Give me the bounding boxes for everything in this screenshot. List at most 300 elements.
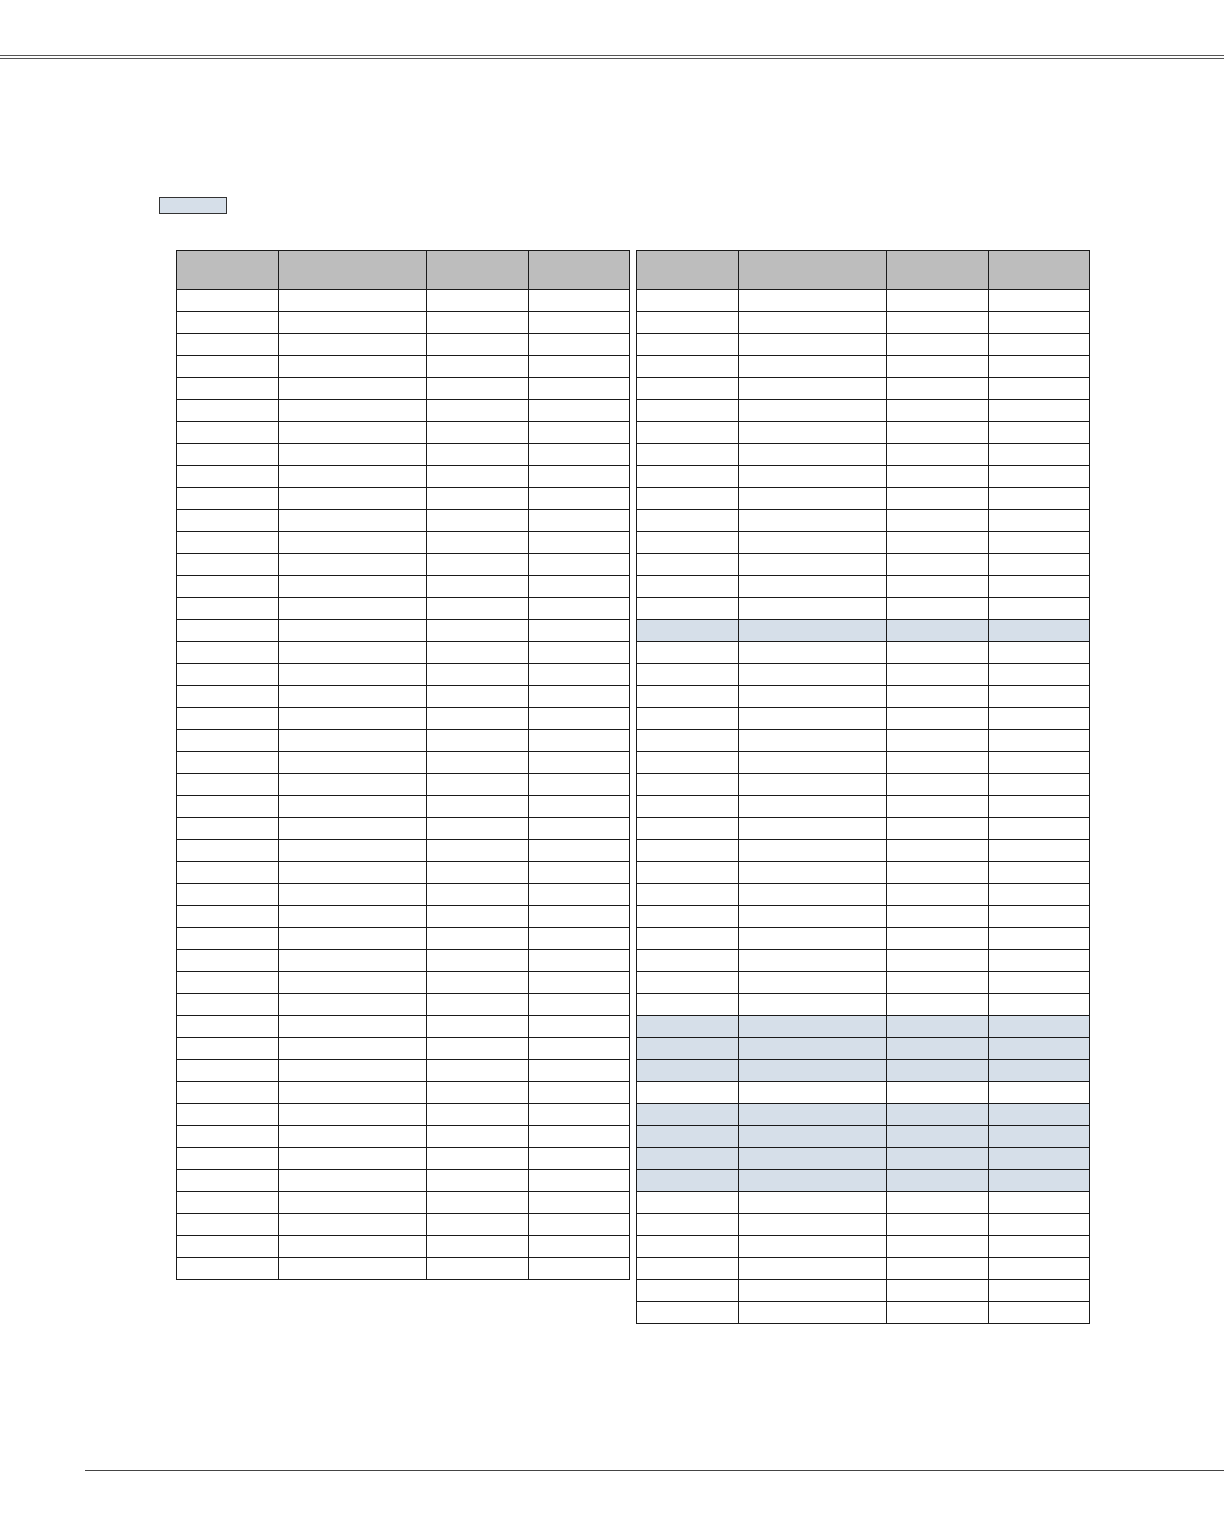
table-row xyxy=(637,642,1090,664)
table-row xyxy=(177,510,630,532)
table-cell xyxy=(989,620,1090,642)
table-row xyxy=(177,400,630,422)
table-cell xyxy=(529,444,630,466)
table-cell xyxy=(529,334,630,356)
table-cell xyxy=(279,840,427,862)
table-cell xyxy=(637,862,739,884)
table-cell xyxy=(989,950,1090,972)
table-cell xyxy=(989,488,1090,510)
table-cell xyxy=(989,378,1090,400)
table-row xyxy=(637,1192,1090,1214)
table-cell xyxy=(637,1126,739,1148)
table-cell xyxy=(177,994,279,1016)
table-row xyxy=(637,1148,1090,1170)
table-cell xyxy=(637,950,739,972)
table-row xyxy=(177,686,630,708)
table-row xyxy=(637,818,1090,840)
table-cell xyxy=(177,576,279,598)
table-cell xyxy=(177,862,279,884)
table-cell xyxy=(739,290,887,312)
table-cell xyxy=(739,1236,887,1258)
table-cell xyxy=(177,1104,279,1126)
table-cell xyxy=(279,994,427,1016)
table-row xyxy=(637,994,1090,1016)
table-cell xyxy=(529,708,630,730)
table-row xyxy=(177,796,630,818)
table-cell xyxy=(739,576,887,598)
table-cell xyxy=(529,730,630,752)
legend-highlight-swatch xyxy=(159,197,227,214)
table-cell xyxy=(887,796,989,818)
table-cell xyxy=(989,642,1090,664)
table-cell xyxy=(177,1126,279,1148)
table-cell xyxy=(887,356,989,378)
table-cell xyxy=(637,818,739,840)
table-cell xyxy=(887,664,989,686)
table-cell xyxy=(529,356,630,378)
table-cell xyxy=(739,1016,887,1038)
table-cell xyxy=(427,1104,529,1126)
table-cell xyxy=(887,378,989,400)
table-header-row xyxy=(177,251,630,290)
table-cell xyxy=(887,1302,989,1324)
table-row xyxy=(637,796,1090,818)
table-cell xyxy=(427,422,529,444)
table-cell xyxy=(529,1148,630,1170)
table-row xyxy=(177,356,630,378)
table-cell xyxy=(427,686,529,708)
table-cell xyxy=(989,1060,1090,1082)
table-cell xyxy=(739,1302,887,1324)
table-row xyxy=(637,1126,1090,1148)
table-cell xyxy=(887,1126,989,1148)
table-row xyxy=(637,378,1090,400)
table-cell xyxy=(739,488,887,510)
table-cell xyxy=(427,730,529,752)
table-cell xyxy=(427,972,529,994)
table-cell xyxy=(177,488,279,510)
table-cell xyxy=(739,928,887,950)
table-cell xyxy=(177,378,279,400)
table-cell xyxy=(887,400,989,422)
table-cell xyxy=(989,708,1090,730)
table-cell xyxy=(279,356,427,378)
table-cell xyxy=(279,334,427,356)
bottom-rule xyxy=(85,1470,1224,1471)
table-row xyxy=(177,840,630,862)
table-cell xyxy=(177,1170,279,1192)
table-cell xyxy=(887,1148,989,1170)
column-header xyxy=(887,251,989,290)
table-cell xyxy=(637,422,739,444)
table-cell xyxy=(989,1126,1090,1148)
table-cell xyxy=(529,862,630,884)
table-row xyxy=(177,884,630,906)
table-row xyxy=(637,598,1090,620)
table-cell xyxy=(887,1016,989,1038)
table-cell xyxy=(427,488,529,510)
table-cell xyxy=(887,1192,989,1214)
table-cell xyxy=(887,488,989,510)
table-cell xyxy=(427,1192,529,1214)
table-cell xyxy=(989,906,1090,928)
table-cell xyxy=(177,356,279,378)
table-row xyxy=(177,708,630,730)
table-row xyxy=(637,708,1090,730)
table-cell xyxy=(427,1016,529,1038)
table-cell xyxy=(529,840,630,862)
table-cell xyxy=(529,488,630,510)
column-header xyxy=(739,251,887,290)
table-cell xyxy=(177,686,279,708)
table-cell xyxy=(887,554,989,576)
table-cell xyxy=(427,1148,529,1170)
table-cell xyxy=(529,1038,630,1060)
table-row xyxy=(637,972,1090,994)
table-row xyxy=(177,1236,630,1258)
table-cell xyxy=(887,818,989,840)
table-cell xyxy=(529,378,630,400)
table-header-row xyxy=(637,251,1090,290)
table-cell xyxy=(989,862,1090,884)
table-row xyxy=(637,576,1090,598)
table-cell xyxy=(989,312,1090,334)
table-cell xyxy=(177,1236,279,1258)
table-cell xyxy=(427,642,529,664)
table-cell xyxy=(637,840,739,862)
table-cell xyxy=(427,840,529,862)
table-row xyxy=(637,1258,1090,1280)
table-cell xyxy=(989,664,1090,686)
table-row xyxy=(637,906,1090,928)
table-cell xyxy=(989,290,1090,312)
table-cell xyxy=(279,730,427,752)
table-cell xyxy=(989,554,1090,576)
table-cell xyxy=(637,708,739,730)
table-row xyxy=(637,774,1090,796)
table-cell xyxy=(887,752,989,774)
table-cell xyxy=(529,1082,630,1104)
table-cell xyxy=(739,1258,887,1280)
table-cell xyxy=(529,1016,630,1038)
table-cell xyxy=(427,1214,529,1236)
table-cell xyxy=(279,466,427,488)
table-cell xyxy=(427,752,529,774)
table-row xyxy=(177,444,630,466)
table-cell xyxy=(739,1280,887,1302)
table-row xyxy=(177,1016,630,1038)
table-cell xyxy=(637,1104,739,1126)
table-cell xyxy=(177,664,279,686)
table-cell xyxy=(529,972,630,994)
table-cell xyxy=(739,708,887,730)
table-cell xyxy=(739,532,887,554)
table-cell xyxy=(887,884,989,906)
table-cell xyxy=(177,1258,279,1280)
table-cell xyxy=(279,510,427,532)
table-row xyxy=(177,488,630,510)
table-cell xyxy=(279,1016,427,1038)
table-cell xyxy=(887,334,989,356)
top-rule xyxy=(0,55,1224,59)
table-cell xyxy=(529,950,630,972)
table-row xyxy=(637,510,1090,532)
table-cell xyxy=(637,1192,739,1214)
table-cell xyxy=(637,554,739,576)
table-cell xyxy=(177,422,279,444)
table-row xyxy=(637,950,1090,972)
table-cell xyxy=(887,312,989,334)
table-cell xyxy=(637,1258,739,1280)
table-cell xyxy=(529,532,630,554)
table-row xyxy=(177,576,630,598)
column-header xyxy=(989,251,1090,290)
table-cell xyxy=(637,884,739,906)
table-row xyxy=(177,752,630,774)
table-row xyxy=(637,1280,1090,1302)
table-cell xyxy=(989,1214,1090,1236)
table-cell xyxy=(427,444,529,466)
table-cell xyxy=(529,994,630,1016)
table-cell xyxy=(427,994,529,1016)
table-cell xyxy=(739,356,887,378)
table-cell xyxy=(177,444,279,466)
table-row xyxy=(177,862,630,884)
table-cell xyxy=(279,576,427,598)
table-cell xyxy=(887,1060,989,1082)
table-row xyxy=(177,312,630,334)
table-cell xyxy=(739,444,887,466)
table-row xyxy=(177,620,630,642)
table-cell xyxy=(989,1038,1090,1060)
table-cell xyxy=(279,554,427,576)
table-cell xyxy=(637,774,739,796)
table-cell xyxy=(279,906,427,928)
table-cell xyxy=(529,1214,630,1236)
table-cell xyxy=(529,1170,630,1192)
table-cell xyxy=(739,1192,887,1214)
table-cell xyxy=(887,510,989,532)
table-cell xyxy=(989,730,1090,752)
table-cell xyxy=(279,620,427,642)
table-row xyxy=(177,1060,630,1082)
table-cell xyxy=(887,994,989,1016)
table-row xyxy=(637,1038,1090,1060)
table-cell xyxy=(279,290,427,312)
table-cell xyxy=(529,664,630,686)
table-cell xyxy=(529,1126,630,1148)
table-row xyxy=(177,730,630,752)
table-cell xyxy=(427,774,529,796)
table-row xyxy=(637,422,1090,444)
table-cell xyxy=(177,334,279,356)
table-cell xyxy=(427,950,529,972)
table-cell xyxy=(887,576,989,598)
table-row xyxy=(177,422,630,444)
table-cell xyxy=(887,1038,989,1060)
table-row xyxy=(177,950,630,972)
table-cell xyxy=(177,796,279,818)
table-cell xyxy=(887,1236,989,1258)
table-cell xyxy=(529,884,630,906)
table-cell xyxy=(887,972,989,994)
table-cell xyxy=(427,378,529,400)
table-cell xyxy=(427,400,529,422)
table-row xyxy=(177,818,630,840)
table-cell xyxy=(177,554,279,576)
table-cell xyxy=(427,334,529,356)
table-row xyxy=(177,642,630,664)
table-cell xyxy=(887,862,989,884)
table-cell xyxy=(637,598,739,620)
table-cell xyxy=(989,1148,1090,1170)
table-cell xyxy=(739,1104,887,1126)
table-cell xyxy=(279,928,427,950)
table-cell xyxy=(279,1126,427,1148)
table-cell xyxy=(427,1060,529,1082)
table-cell xyxy=(177,1060,279,1082)
table-row xyxy=(177,994,630,1016)
table-cell xyxy=(279,708,427,730)
table-cell xyxy=(637,1280,739,1302)
table-cell xyxy=(637,752,739,774)
table-cell xyxy=(427,884,529,906)
table-cell xyxy=(529,906,630,928)
table-cell xyxy=(637,356,739,378)
table-cell xyxy=(637,642,739,664)
table-cell xyxy=(529,1192,630,1214)
table-row xyxy=(637,862,1090,884)
table-cell xyxy=(989,356,1090,378)
table-cell xyxy=(989,400,1090,422)
table-row xyxy=(177,1192,630,1214)
table-cell xyxy=(887,1214,989,1236)
table-row xyxy=(177,1104,630,1126)
table-cell xyxy=(637,1148,739,1170)
table-cell xyxy=(989,1258,1090,1280)
table-cell xyxy=(637,1170,739,1192)
table-cell xyxy=(887,1280,989,1302)
table-row xyxy=(177,664,630,686)
table-cell xyxy=(739,818,887,840)
table-cell xyxy=(887,950,989,972)
table-cell xyxy=(529,422,630,444)
table-cell xyxy=(177,1082,279,1104)
table-cell xyxy=(427,796,529,818)
table-cell xyxy=(739,664,887,686)
table-cell xyxy=(637,510,739,532)
table-cell xyxy=(177,818,279,840)
table-row xyxy=(637,1104,1090,1126)
left-table xyxy=(176,250,630,1280)
table-cell xyxy=(887,642,989,664)
table-row xyxy=(177,1214,630,1236)
table-cell xyxy=(887,444,989,466)
table-row xyxy=(637,290,1090,312)
table-cell xyxy=(177,1192,279,1214)
table-cell xyxy=(279,686,427,708)
table-row xyxy=(177,554,630,576)
table-cell xyxy=(529,818,630,840)
table-cell xyxy=(637,378,739,400)
table-row xyxy=(637,840,1090,862)
table-cell xyxy=(427,1170,529,1192)
table-cell xyxy=(989,840,1090,862)
table-row xyxy=(637,334,1090,356)
table-cell xyxy=(279,1104,427,1126)
table-cell xyxy=(427,862,529,884)
table-cell xyxy=(989,444,1090,466)
table-cell xyxy=(279,862,427,884)
table-cell xyxy=(989,1192,1090,1214)
table-cell xyxy=(427,1038,529,1060)
table-row xyxy=(637,312,1090,334)
table-cell xyxy=(637,532,739,554)
table-row xyxy=(177,378,630,400)
table-row xyxy=(177,334,630,356)
table-cell xyxy=(739,730,887,752)
table-cell xyxy=(989,422,1090,444)
table-cell xyxy=(739,598,887,620)
table-cell xyxy=(887,1170,989,1192)
table-row xyxy=(637,752,1090,774)
table-cell xyxy=(739,400,887,422)
table-cell xyxy=(427,1258,529,1280)
table-row xyxy=(177,1082,630,1104)
table-row xyxy=(177,466,630,488)
table-cell xyxy=(177,620,279,642)
column-header xyxy=(427,251,529,290)
table-cell xyxy=(739,884,887,906)
table-cell xyxy=(637,444,739,466)
table-cell xyxy=(637,796,739,818)
table-cell xyxy=(529,598,630,620)
table-cell xyxy=(177,840,279,862)
table-cell xyxy=(989,752,1090,774)
table-cell xyxy=(637,334,739,356)
table-row xyxy=(637,444,1090,466)
table-cell xyxy=(427,532,529,554)
table-row xyxy=(177,1126,630,1148)
column-header xyxy=(637,251,739,290)
table-cell xyxy=(279,752,427,774)
table-cell xyxy=(637,312,739,334)
column-header xyxy=(529,251,630,290)
table-cell xyxy=(279,1214,427,1236)
table-cell xyxy=(989,1104,1090,1126)
table-cell xyxy=(177,1038,279,1060)
table-cell xyxy=(177,928,279,950)
table-cell xyxy=(989,334,1090,356)
table-row xyxy=(637,488,1090,510)
table-cell xyxy=(427,576,529,598)
table-cell xyxy=(529,1060,630,1082)
table-cell xyxy=(427,1236,529,1258)
table-cell xyxy=(279,642,427,664)
table-row xyxy=(177,774,630,796)
table-cell xyxy=(739,972,887,994)
table-cell xyxy=(177,1214,279,1236)
table-cell xyxy=(177,466,279,488)
table-cell xyxy=(989,818,1090,840)
table-cell xyxy=(529,312,630,334)
table-cell xyxy=(887,620,989,642)
table-cell xyxy=(279,422,427,444)
table-cell xyxy=(887,290,989,312)
table-cell xyxy=(989,774,1090,796)
table-cell xyxy=(637,488,739,510)
table-cell xyxy=(739,950,887,972)
